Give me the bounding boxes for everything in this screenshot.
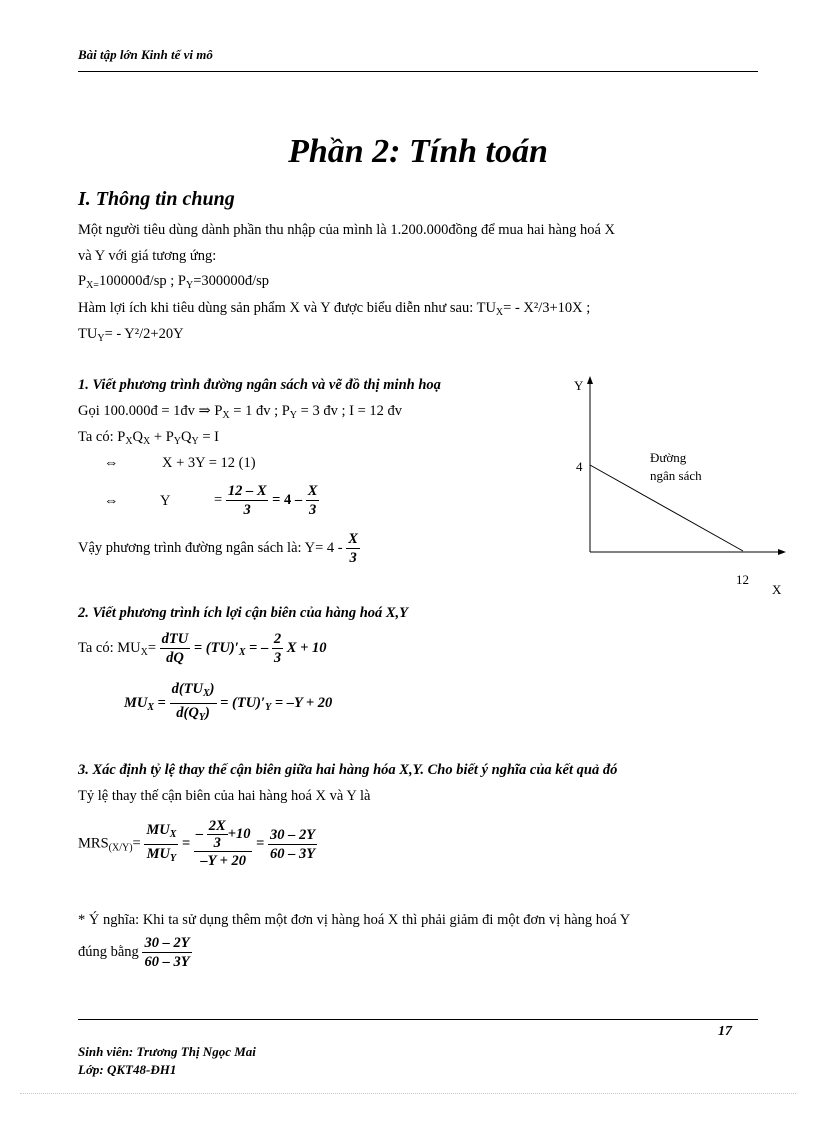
price-line xyxy=(78,273,269,291)
graph-line-label-1: Đường xyxy=(650,450,687,465)
price-py-value: =300000đ/sp xyxy=(193,273,270,289)
q-x: Q xyxy=(132,429,144,445)
meaning-frac-den: 60 – 3Y xyxy=(144,954,190,970)
price-px-sub: X= xyxy=(86,280,99,291)
running-header: Bài tập lớn Kinh tế vi mô xyxy=(78,47,213,62)
conclusion-frac-den: 3 xyxy=(346,548,360,567)
equiv-sign-1: ⇔ xyxy=(104,455,119,471)
utility-tuy-expr: = - Y²/2+20Y xyxy=(104,326,184,342)
y-solution xyxy=(214,482,319,519)
three-den: 3 xyxy=(273,650,282,666)
plus-py: + P xyxy=(150,429,174,445)
meaning-line-2 xyxy=(78,934,192,971)
muy-eq: = xyxy=(157,694,166,711)
muy-tu-sub: Y xyxy=(265,701,272,713)
equals-sign: = xyxy=(214,491,223,508)
graph-x-intercept: 12 xyxy=(736,572,749,587)
inner-num: 2X xyxy=(208,818,226,834)
sub-y1: Y xyxy=(173,436,181,447)
mux-eq: = xyxy=(147,639,157,656)
mux-sub: X xyxy=(140,646,148,658)
muy-den: $d(Q_Y)$ xyxy=(170,703,217,727)
frac-dtux-dqx xyxy=(170,680,217,727)
frac-2-3 xyxy=(272,630,283,667)
utility-tuy: TU xyxy=(78,326,98,342)
y-var: Y xyxy=(160,493,171,509)
frac2-denominator: 3 xyxy=(306,500,320,519)
frac-big xyxy=(194,818,253,870)
plus-ten: +10 xyxy=(227,825,251,842)
mux-equation xyxy=(78,630,326,667)
result-num: 30 – 2Y xyxy=(269,826,316,843)
intro-line-2: và Y với giá tương ứng: xyxy=(78,248,217,264)
big-num xyxy=(194,818,253,851)
frac-dtu-dq xyxy=(160,630,191,667)
meaning-frac-num: 30 – 2Y xyxy=(144,935,190,951)
meaning-text: đúng bằng xyxy=(78,943,139,960)
graph-x-label: X xyxy=(772,582,782,597)
graph-line-label-2: ngân sách xyxy=(650,468,702,483)
frac-mux-muy xyxy=(144,821,178,868)
mrs-sub: (X/Y) xyxy=(108,842,133,854)
graph-y-label: Y xyxy=(574,378,584,393)
mrs-label: MRS xyxy=(78,835,109,852)
frac1-denominator: 3 xyxy=(226,500,269,519)
price-px-label: P xyxy=(78,273,87,289)
mrs-intro: Tỷ lệ thay thế cận biên của hai hàng hoá X và Y là xyxy=(78,788,371,804)
q-y: Q xyxy=(181,429,192,445)
muy-result: = –Y + 20 xyxy=(274,694,333,711)
mux-neg: = – xyxy=(249,639,269,656)
big-den: –Y + 20 xyxy=(194,851,253,870)
muy-eq2: = (TU)′ xyxy=(220,694,266,711)
tu-prime-x: (TU)′ xyxy=(205,639,239,656)
part1-heading: 1. Viết phương trình đường ngân sách và vẽ đồ thị minh hoạ xyxy=(78,377,441,393)
tu-prime-x-sub: X xyxy=(238,646,246,658)
page-number: 17 xyxy=(718,1024,732,1039)
unit-line xyxy=(78,403,402,421)
conclusion-frac-num: X xyxy=(348,531,358,547)
utility-tux-sub: X xyxy=(495,307,504,318)
dq-den: dQ xyxy=(160,648,191,667)
muy-den-text: d(Q xyxy=(176,705,199,721)
muy-lhs-sub: X xyxy=(147,701,155,713)
unit-sub-y: Y xyxy=(289,410,298,421)
sub-x1: X xyxy=(125,436,133,447)
sub-y2: Y xyxy=(191,436,199,447)
mux-label: Ta có: MU xyxy=(78,639,141,656)
frac1-numerator: 12 – X xyxy=(227,483,267,499)
budget-eq-1: X + 3Y = 12 (1) xyxy=(162,455,256,471)
budget-eq-line xyxy=(78,429,219,447)
mrs-eq2: = xyxy=(182,835,191,852)
ta-co-label: Ta có: P xyxy=(78,429,126,445)
frac-x-over-3 xyxy=(306,482,320,519)
equals-4-minus: = xyxy=(272,491,284,508)
mux-eq2: = xyxy=(193,639,206,656)
y-axis-arrow xyxy=(587,376,593,384)
frac2-numerator: X xyxy=(307,483,318,499)
section-heading: I. Thông tin chung xyxy=(78,188,235,210)
utility-line xyxy=(78,300,590,318)
muy-num-text: d(TU xyxy=(171,681,203,697)
conclusion-frac xyxy=(346,530,360,567)
unit-text-c: = 3 đv ; I = 12 đv xyxy=(297,403,402,419)
eq-i: = I xyxy=(198,429,219,445)
graph-y-intercept: 4 xyxy=(576,459,583,474)
mux-end: X + 10 xyxy=(286,639,327,656)
mrs-eq: = xyxy=(132,835,141,852)
muy-num: $d(TU_X)$ xyxy=(171,681,215,699)
muy-lhs: MU xyxy=(124,694,148,711)
two-num: 2 xyxy=(273,631,282,647)
muy-num-sub: X xyxy=(202,688,210,699)
x-axis-arrow xyxy=(778,549,786,555)
mrs-mux: $MU_X$ xyxy=(146,821,177,840)
equiv-sign-2: ⇔ xyxy=(104,493,119,509)
muy-equation xyxy=(124,680,332,727)
price-py-sub: Y xyxy=(185,280,194,291)
part3-heading: 3. Xác định tỷ lệ thay thế cận biên giữa hai hàng hóa X,Y. Cho biết ý nghĩa của kết quả đó xyxy=(78,762,618,778)
class-name: Lớp: QKT48-ĐH1 xyxy=(78,1062,177,1077)
utility-line-2 xyxy=(78,326,184,344)
unit-text-b: = 1 đv ; P xyxy=(229,403,290,419)
utility-tuy-sub: Y xyxy=(97,333,105,344)
intro-line-1: Một người tiêu dùng dành phần thu nhập của mình là 1.200.000đồng để mua hai hàng hoá X xyxy=(78,222,616,238)
utility-text: Hàm lợi ích khi tiêu dùng sản phẩm X và Y được biểu diễn như sau: TU xyxy=(78,300,496,316)
student-name: Sinh viên: Trương Thị Ngọc Mai xyxy=(78,1044,256,1059)
sub-x2: X xyxy=(143,436,151,447)
frac-result xyxy=(268,826,317,863)
utility-tux-expr: = - X²/3+10X ; xyxy=(503,300,591,316)
meaning-line-1: * Ý nghĩa: Khi ta sử dụng thêm một đơn vị hàng hoá X thì phải giảm đi một đơn vị hàng hoá Y xyxy=(78,912,631,928)
part2-heading: 2. Viết phương trình ích lợi cận biên của hàng hoá X,Y xyxy=(78,605,409,621)
result-den: 60 – 3Y xyxy=(269,845,316,862)
footer-rule xyxy=(78,1019,758,1020)
unit-text-a: Gọi 100.000đ = 1đv ⇒ P xyxy=(78,403,223,419)
page-edge-dotted xyxy=(20,1093,796,1094)
minus-sign: – xyxy=(195,825,207,842)
header-rule xyxy=(78,71,758,72)
meaning-frac xyxy=(142,934,191,971)
dtu-num: dTU xyxy=(161,631,189,647)
mrs-equation xyxy=(78,818,317,870)
muy-den-sub: Y xyxy=(198,712,205,723)
inner-den: 3 xyxy=(207,834,228,851)
mrs-muy: $MU_Y$ xyxy=(144,844,178,868)
mrs-eq3: = xyxy=(256,835,265,852)
conclusion-text: Vậy phương trình đường ngân sách là: Y= 4 - xyxy=(78,539,343,556)
price-px-value: 100000đ/sp ; P xyxy=(98,273,186,289)
frac-2x-3 xyxy=(207,818,228,851)
unit-sub-x: X xyxy=(222,410,230,421)
budget-line-graph xyxy=(560,370,800,610)
page-title: Phần 2: Tính toán xyxy=(288,133,548,170)
frac-12-minus-x xyxy=(226,482,269,519)
four-minus: 4 – xyxy=(284,491,303,508)
budget-conclusion xyxy=(78,530,360,567)
